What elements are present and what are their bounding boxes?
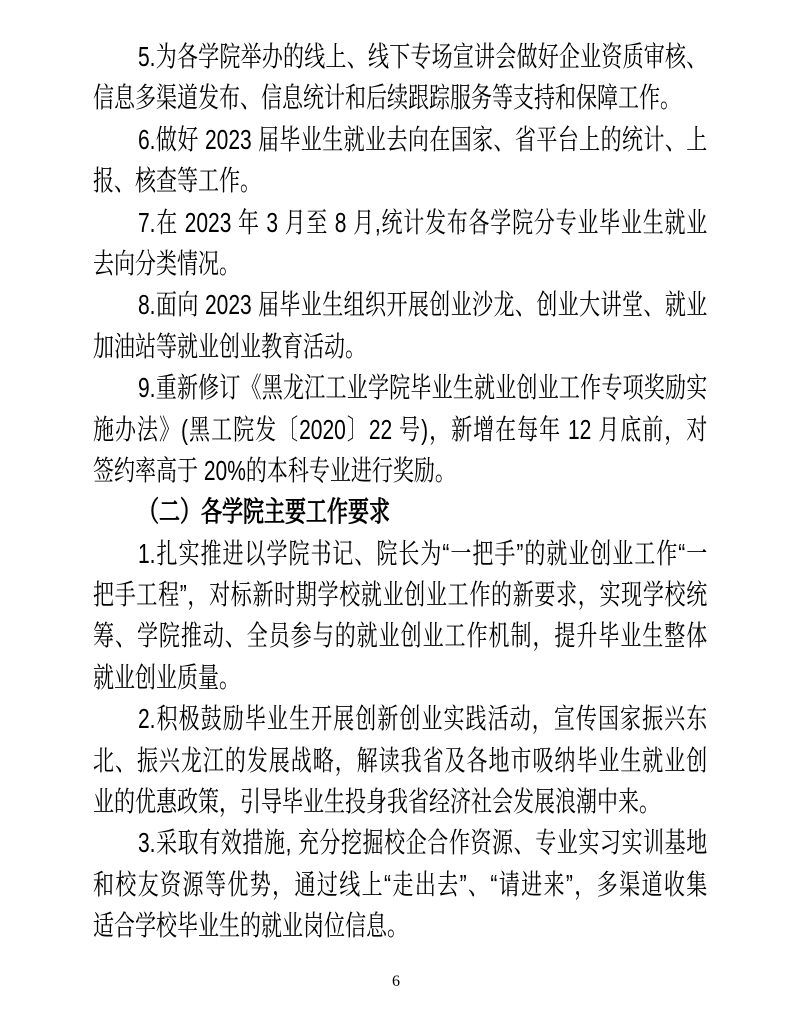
text-line: 信息多渠道发布、信息统计和后续跟踪服务等支持和保障工作。 — [93, 82, 682, 114]
paragraph-req-2 — [93, 698, 707, 822]
text-line: 签约率高于 20%的本科专业进行奖励。 — [93, 454, 456, 486]
text-line: 把手工程”，对标新时期学校就业创业工作的新要求，实现学校统 — [93, 579, 708, 611]
text-line: 业的优惠政策，引导毕业生投身我省经济社会发展浪潮中来。 — [93, 786, 661, 818]
paragraph-item-9 — [93, 367, 707, 491]
text-line: 北、振兴龙江的发展战略，解读我省及各地市吸纳毕业生就业创 — [93, 744, 708, 776]
section-heading-2 — [93, 491, 707, 532]
page-number: 6 — [392, 973, 400, 990]
text-line: 就业创业质量。 — [93, 661, 241, 693]
text-line: 筹、学院推动、全员参与的就业创业工作机制，提升毕业生整体 — [93, 620, 708, 652]
text-line: 1.扎实推进以学院书记、院长为“一把手”的就业创业工作“一 — [138, 537, 708, 569]
text-line: 6.做好 2023 届毕业生就业去向在国家、省平台上的统计、上 — [138, 123, 708, 155]
text-line: 2.积极鼓励毕业生开展创新创业实践活动，宣传国家振兴东 — [138, 703, 708, 735]
paragraph-item-5 — [93, 36, 707, 119]
text-line: 加油站等就业创业教育活动。 — [93, 330, 367, 362]
text-line: （二）各学院主要工作要求 — [138, 496, 391, 528]
paragraph-item-7 — [93, 202, 707, 285]
text-line: 9.重新修订《黑龙江工业学院毕业生就业创业工作专项奖励实 — [138, 372, 708, 404]
document-body — [93, 36, 707, 947]
text-line: 报、核查等工作。 — [93, 165, 262, 197]
paragraph-item-8 — [93, 284, 707, 367]
text-line: 3.采取有效措施, 充分挖掘校企合作资源、专业实习实训基地 — [138, 827, 708, 859]
paragraph-req-1 — [93, 533, 707, 699]
text-line: 去向分类情况。 — [93, 247, 241, 279]
text-line: 7.在 2023 年 3 月至 8 月,统计发布各学院分专业毕业生就业 — [138, 206, 708, 238]
paragraph-req-3 — [93, 822, 707, 946]
text-line: 和校友资源等优势，通过线上“走出去”、“请进来”，多渠道收集 — [93, 868, 708, 900]
text-line: 适合学校毕业生的就业岗位信息。 — [93, 910, 409, 942]
text-line: 施办法》(黑工院发〔2020〕22 号)，新增在每年 12 月底前，对 — [93, 413, 708, 445]
paragraph-item-6 — [93, 119, 707, 202]
text-line: 8.面向 2023 届毕业生组织开展创业沙龙、创业大讲堂、就业 — [138, 289, 708, 321]
text-line: 5.为各学院举办的线上、线下专场宣讲会做好企业资质审核、 — [138, 41, 708, 72]
